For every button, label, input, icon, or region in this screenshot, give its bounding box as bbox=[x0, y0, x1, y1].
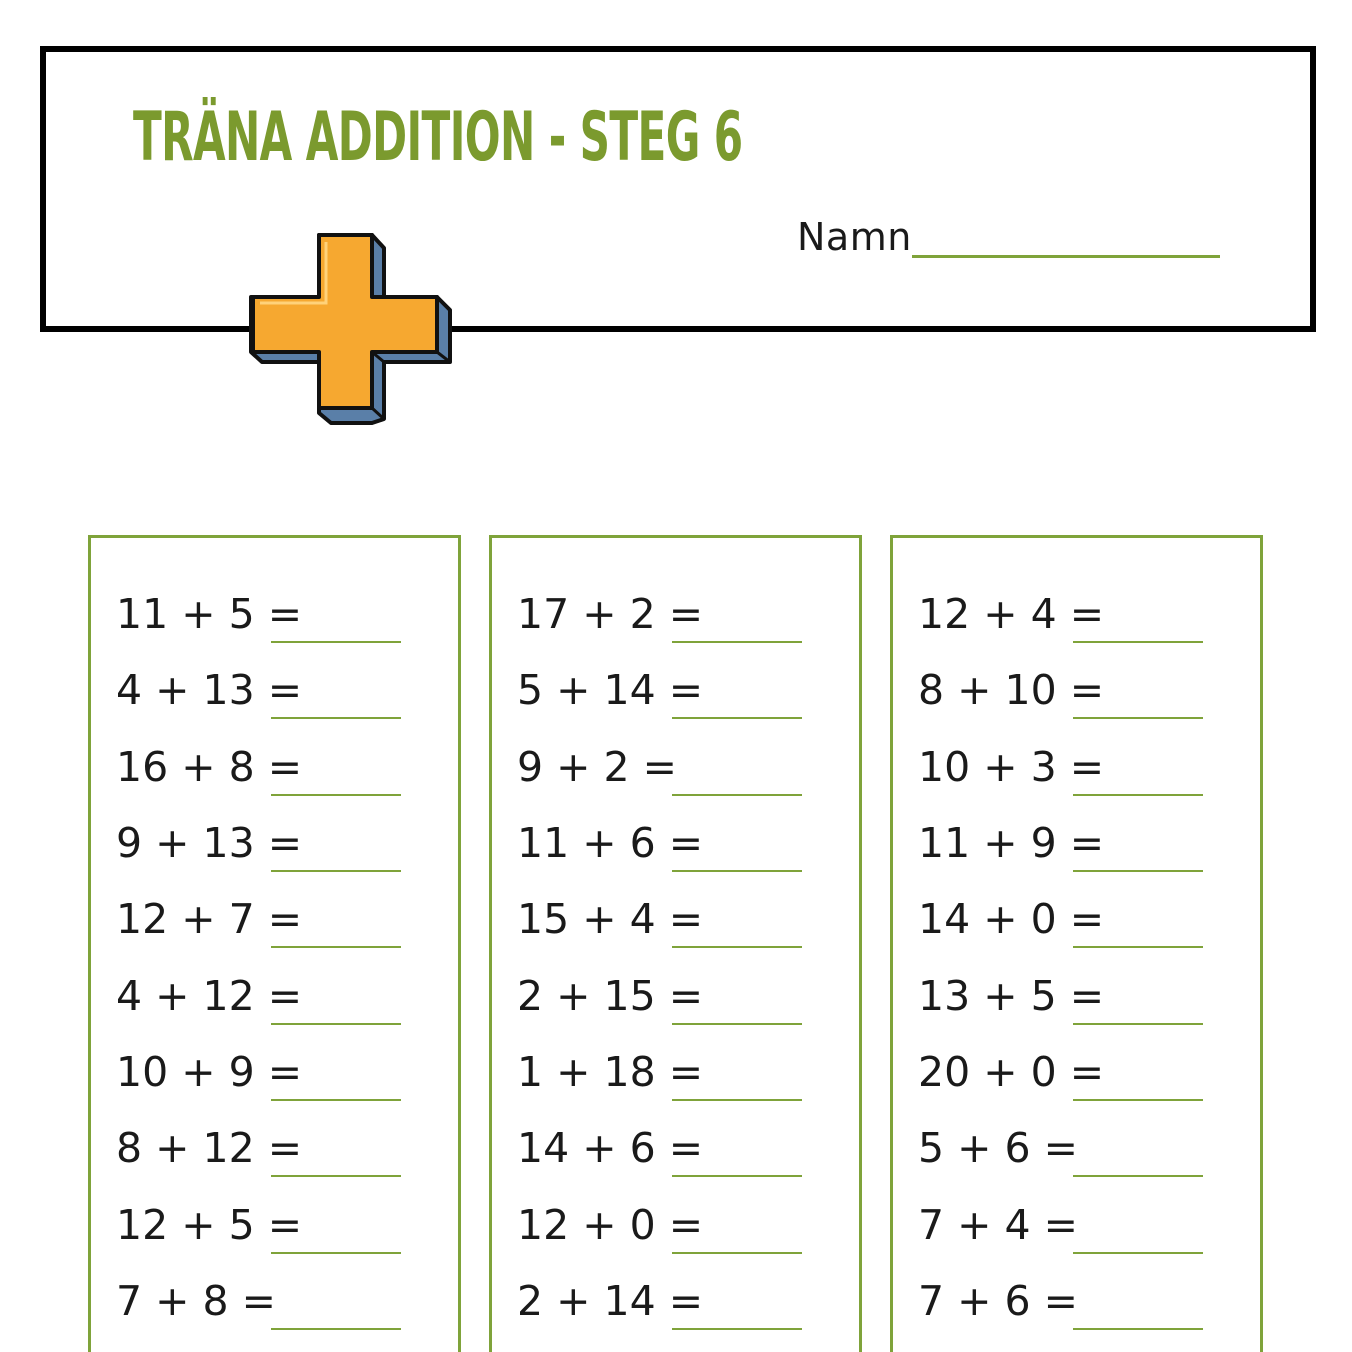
answer-line[interactable] bbox=[672, 946, 802, 948]
problem-row bbox=[91, 583, 458, 643]
problem-text: 15 + 4 = bbox=[517, 895, 704, 943]
problem-row bbox=[893, 736, 1260, 796]
problem-text: 5 + 6 = bbox=[918, 1124, 1078, 1172]
plus-icon bbox=[246, 228, 456, 428]
problem-text: 9 + 2 = bbox=[517, 743, 677, 791]
problem-row bbox=[893, 812, 1260, 872]
problem-column-3 bbox=[890, 535, 1263, 1352]
problem-text: 14 + 6 = bbox=[517, 1124, 704, 1172]
name-input-line[interactable] bbox=[912, 255, 1220, 258]
problem-text: 4 + 12 = bbox=[116, 972, 303, 1020]
problem-row bbox=[91, 736, 458, 796]
problem-row bbox=[91, 888, 458, 948]
name-label: Namn bbox=[797, 215, 912, 259]
answer-line[interactable] bbox=[672, 1252, 802, 1254]
problem-row bbox=[492, 583, 859, 643]
answer-line[interactable] bbox=[672, 1175, 802, 1177]
answer-line[interactable] bbox=[672, 1023, 802, 1025]
answer-line[interactable] bbox=[672, 1099, 802, 1101]
problem-text: 8 + 10 = bbox=[918, 666, 1105, 714]
problem-text: 2 + 15 = bbox=[517, 972, 704, 1020]
problem-text: 1 + 18 = bbox=[517, 1048, 704, 1096]
answer-line[interactable] bbox=[271, 1252, 401, 1254]
problem-row bbox=[893, 1194, 1260, 1254]
answer-line[interactable] bbox=[271, 1099, 401, 1101]
worksheet-title: TRÄNA ADDITION - STEG 6 bbox=[133, 98, 743, 177]
problem-text: 7 + 4 = bbox=[918, 1201, 1078, 1249]
problem-text: 2 + 14 = bbox=[517, 1277, 704, 1325]
problem-text: 7 + 6 = bbox=[918, 1277, 1078, 1325]
problem-text: 9 + 13 = bbox=[116, 819, 303, 867]
problem-row bbox=[492, 1194, 859, 1254]
problem-text: 7 + 8 = bbox=[116, 1277, 276, 1325]
answer-line[interactable] bbox=[271, 870, 401, 872]
answer-line[interactable] bbox=[672, 717, 802, 719]
header-box bbox=[40, 46, 1316, 332]
problem-row bbox=[492, 1041, 859, 1101]
problem-row bbox=[893, 583, 1260, 643]
answer-line[interactable] bbox=[271, 946, 401, 948]
answer-line[interactable] bbox=[1073, 641, 1203, 643]
problem-row bbox=[492, 812, 859, 872]
answer-line[interactable] bbox=[1073, 1099, 1203, 1101]
problem-text: 10 + 3 = bbox=[918, 743, 1105, 791]
problem-text: 13 + 5 = bbox=[918, 972, 1105, 1020]
problem-row bbox=[893, 1117, 1260, 1177]
problem-text: 4 + 13 = bbox=[116, 666, 303, 714]
problem-row bbox=[91, 1270, 458, 1330]
problem-text: 5 + 14 = bbox=[517, 666, 704, 714]
problem-text: 10 + 9 = bbox=[116, 1048, 303, 1096]
answer-line[interactable] bbox=[672, 641, 802, 643]
problem-row bbox=[91, 1041, 458, 1101]
problem-column-1 bbox=[88, 535, 461, 1352]
problem-text: 11 + 6 = bbox=[517, 819, 704, 867]
problem-row bbox=[91, 812, 458, 872]
answer-line[interactable] bbox=[672, 794, 802, 796]
name-field bbox=[797, 214, 1220, 260]
problem-row bbox=[91, 1194, 458, 1254]
answer-line[interactable] bbox=[1073, 1328, 1203, 1330]
problem-text: 16 + 8 = bbox=[116, 743, 303, 791]
problem-text: 12 + 7 = bbox=[116, 895, 303, 943]
answer-line[interactable] bbox=[271, 794, 401, 796]
answer-line[interactable] bbox=[271, 1023, 401, 1025]
problem-row bbox=[91, 659, 458, 719]
answer-line[interactable] bbox=[672, 1328, 802, 1330]
problem-text: 8 + 12 = bbox=[116, 1124, 303, 1172]
problem-text: 11 + 5 = bbox=[116, 590, 303, 638]
answer-line[interactable] bbox=[1073, 717, 1203, 719]
problem-row bbox=[893, 1270, 1260, 1330]
answer-line[interactable] bbox=[271, 1328, 401, 1330]
problem-text: 12 + 5 = bbox=[116, 1201, 303, 1249]
answer-line[interactable] bbox=[1073, 1252, 1203, 1254]
problem-row bbox=[893, 1041, 1260, 1101]
problem-row bbox=[492, 659, 859, 719]
problem-row bbox=[492, 965, 859, 1025]
problem-row bbox=[492, 1270, 859, 1330]
answer-line[interactable] bbox=[271, 717, 401, 719]
problem-text: 11 + 9 = bbox=[918, 819, 1105, 867]
problem-text: 14 + 0 = bbox=[918, 895, 1105, 943]
answer-line[interactable] bbox=[271, 1175, 401, 1177]
problem-text: 12 + 0 = bbox=[517, 1201, 704, 1249]
problem-column-2 bbox=[489, 535, 862, 1352]
problem-row bbox=[492, 888, 859, 948]
problem-text: 17 + 2 = bbox=[517, 590, 704, 638]
answer-line[interactable] bbox=[1073, 1023, 1203, 1025]
answer-line[interactable] bbox=[1073, 870, 1203, 872]
problem-text: 12 + 4 = bbox=[918, 590, 1105, 638]
answer-line[interactable] bbox=[1073, 946, 1203, 948]
problem-row bbox=[893, 965, 1260, 1025]
problem-row bbox=[91, 965, 458, 1025]
answer-line[interactable] bbox=[271, 641, 401, 643]
answer-line[interactable] bbox=[1073, 1175, 1203, 1177]
answer-line[interactable] bbox=[1073, 794, 1203, 796]
problem-row bbox=[492, 1117, 859, 1177]
problem-row bbox=[492, 736, 859, 796]
problem-row bbox=[893, 888, 1260, 948]
problem-row bbox=[893, 659, 1260, 719]
problem-row bbox=[91, 1117, 458, 1177]
problem-text: 20 + 0 = bbox=[918, 1048, 1105, 1096]
answer-line[interactable] bbox=[672, 870, 802, 872]
